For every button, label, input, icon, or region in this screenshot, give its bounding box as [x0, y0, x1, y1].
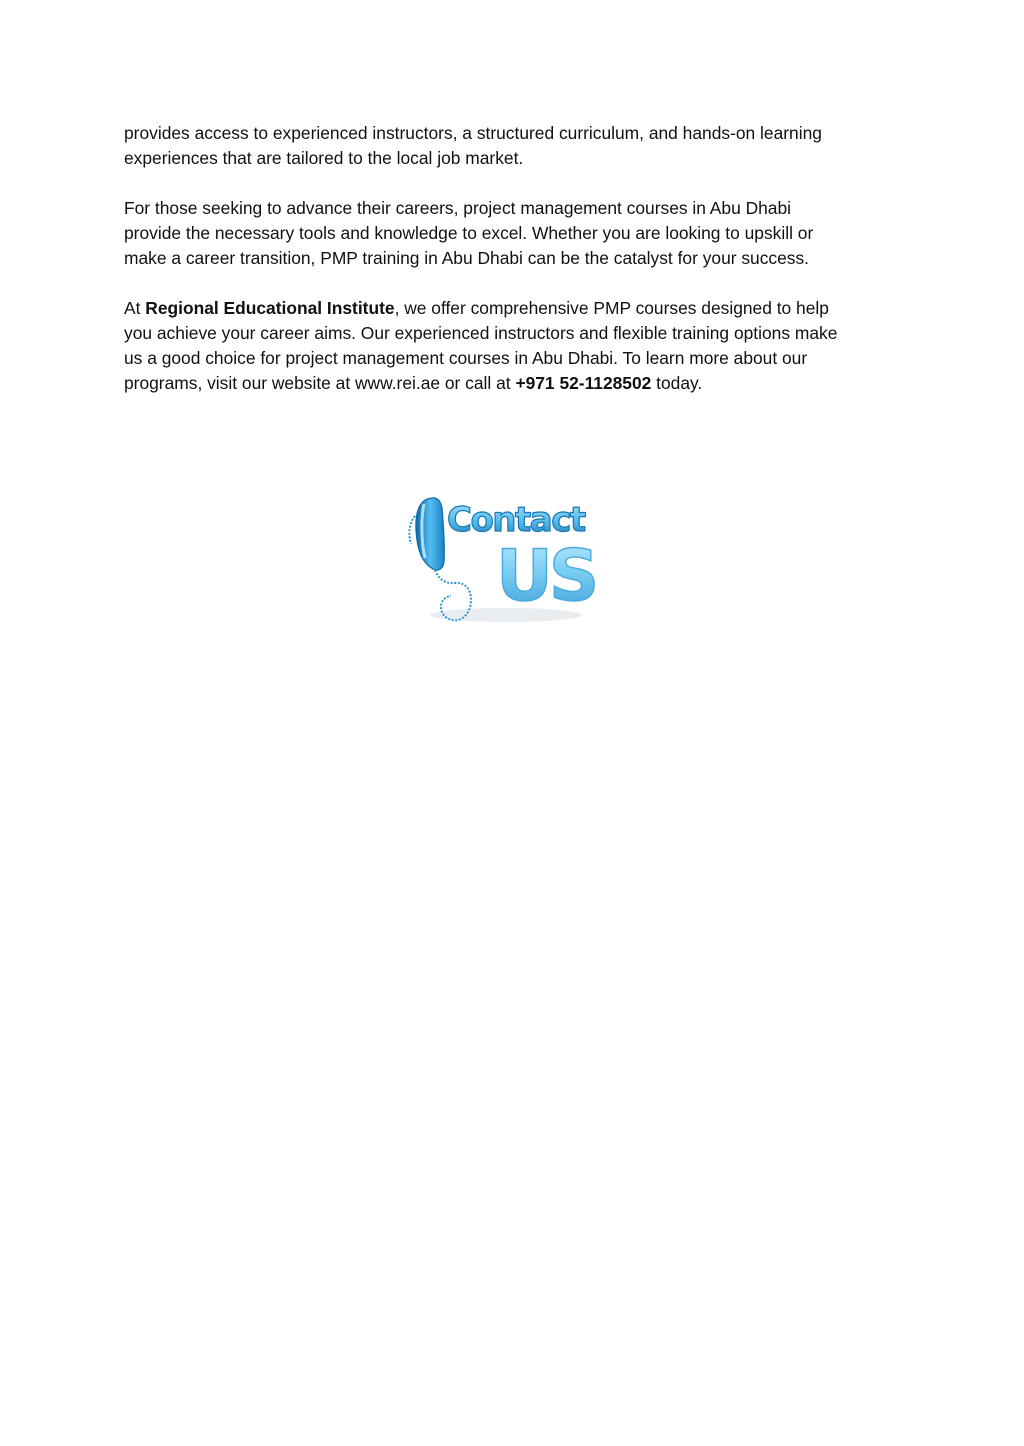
contact-wordmark [447, 500, 586, 540]
institute-name: Regional Educational Institute [145, 298, 395, 318]
text-line: us a good choice for project management courses in Abu Dhabi. To learn more about our [124, 348, 808, 368]
text-line: make a career transition, PMP training in Abu Dhabi can be the catalyst for your success. [124, 248, 810, 268]
contact-us-logo [404, 492, 610, 628]
us-text: US [496, 535, 596, 617]
us-wordmark [496, 535, 595, 617]
text-line: provide the necessary tools and knowledge to excel. Whether you are looking to upskill or [124, 223, 814, 243]
contact-text: Contact [447, 500, 585, 540]
text-fragment: programs, visit our website at www.rei.ae or call at [124, 373, 516, 393]
text-line: you achieve your career aims. Our experienced instructors and flexible training options make [124, 323, 838, 343]
paragraph-course-benefits [124, 121, 924, 171]
text-line [124, 296, 924, 321]
text-line: provides access to experienced instructors, a structured curriculum, and hands-on learning [124, 123, 822, 143]
text-line: experiences that are tailored to the local job market. [124, 148, 524, 168]
text-line [124, 371, 924, 396]
text-fragment: , we offer comprehensive PMP courses designed to help [394, 298, 829, 318]
phone-number: +971 52-1128502 [515, 373, 652, 393]
text-fragment: At [124, 298, 146, 318]
text-line: For those seeking to advance their careers, project management courses in Abu Dhabi [124, 198, 792, 218]
text-fragment: today. [651, 373, 703, 393]
paragraph-career-advancement [124, 196, 924, 271]
paragraph-contact [124, 296, 924, 396]
body-text [124, 121, 924, 421]
